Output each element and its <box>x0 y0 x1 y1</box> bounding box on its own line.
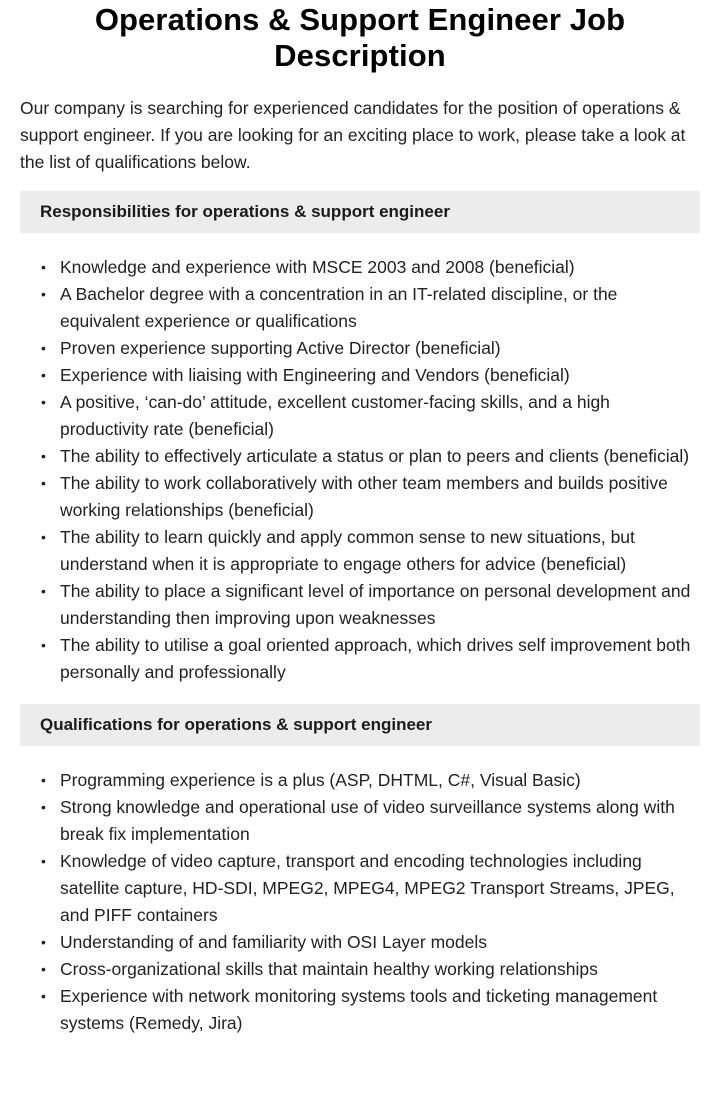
list-item-text: A positive, ‘can-do’ attitude, excellent customer-facing skills, and a high productivity rate (beneficial) <box>60 392 610 439</box>
list-item-text: The ability to effectively articulate a status or plan to peers and clients (beneficial) <box>60 446 690 466</box>
list-item-text: Knowledge and experience with MSCE 2003 and 2008 (beneficial) <box>60 257 575 277</box>
list-item <box>41 767 700 794</box>
list-item-text: The ability to work collaboratively with other team members and builds positive working relationships (beneficial) <box>60 473 668 520</box>
list-item <box>41 983 700 1037</box>
page-title: Operations & Support Engineer Job Description <box>94 2 626 73</box>
list-item-text: Cross-organizational skills that maintain healthy working relationships <box>60 959 598 979</box>
list-item <box>41 389 700 443</box>
bullet-icon: • <box>41 988 46 1004</box>
qualifications-list <box>20 767 700 1037</box>
list-item <box>41 848 700 929</box>
list-item <box>41 281 700 335</box>
bullet-icon: • <box>41 394 46 410</box>
job-description-page <box>0 2 720 1037</box>
list-item <box>41 929 700 956</box>
list-item <box>41 362 700 389</box>
list-item <box>41 254 700 281</box>
list-item-text: Knowledge of video capture, transport and encoding technologies including satellite capture, HD-SDI, MPEG2, MPEG4, MPEG2 Transport Streams, JPEG, and PIFF containers <box>60 851 675 925</box>
list-item-text: A Bachelor degree with a concentration in an IT-related discipline, or the equivalent experience or qualifications <box>60 284 618 331</box>
list-item-text: The ability to utilise a goal oriented approach, which drives self improvement both personally and professionally <box>60 635 691 682</box>
list-item-text: Experience with liaising with Engineering and Vendors (beneficial) <box>60 365 570 385</box>
list-item-text: The ability to learn quickly and apply common sense to new situations, but understand when it is appropriate to engage others for advice (beneficial) <box>60 527 635 574</box>
bullet-icon: • <box>41 286 46 302</box>
list-item-text: Programming experience is a plus (ASP, DHTML, C#, Visual Basic) <box>60 770 581 790</box>
bullet-icon: • <box>41 583 46 599</box>
intro-paragraph: Our company is searching for experienced candidates for the position of operations & support engineer. If you are looking for an exciting place to work, please take a look at the list of qualifications below. <box>20 98 686 172</box>
list-item <box>41 578 700 632</box>
qualifications-heading: Qualifications for operations & support engineer <box>20 704 700 746</box>
list-item-text: Proven experience supporting Active Director (beneficial) <box>60 338 501 358</box>
responsibilities-heading: Responsibilities for operations & support engineer <box>20 191 700 233</box>
bullet-icon: • <box>41 799 46 815</box>
list-item <box>41 956 700 983</box>
list-item <box>41 443 700 470</box>
list-item <box>41 470 700 524</box>
list-item <box>41 335 700 362</box>
list-item <box>41 794 700 848</box>
bullet-icon: • <box>41 448 46 464</box>
bullet-icon: • <box>41 367 46 383</box>
bullet-icon: • <box>41 259 46 275</box>
responsibilities-list <box>20 254 700 686</box>
list-item-text: Strong knowledge and operational use of video surveillance systems along with break fix implementation <box>60 797 675 844</box>
list-item-text: Understanding of and familiarity with OSI Layer models <box>60 932 488 952</box>
bullet-icon: • <box>41 772 46 788</box>
bullet-icon: • <box>41 475 46 491</box>
bullet-icon: • <box>41 529 46 545</box>
bullet-icon: • <box>41 637 46 653</box>
bullet-icon: • <box>41 853 46 869</box>
list-item-text: Experience with network monitoring systems tools and ticketing management systems (Remedy, Jira) <box>60 986 658 1033</box>
list-item <box>41 632 700 686</box>
bullet-icon: • <box>41 934 46 950</box>
bullet-icon: • <box>41 340 46 356</box>
list-item-text: The ability to place a significant level of importance on personal development and understanding then improving upon weaknesses <box>60 581 691 628</box>
list-item <box>41 524 700 578</box>
bullet-icon: • <box>41 961 46 977</box>
